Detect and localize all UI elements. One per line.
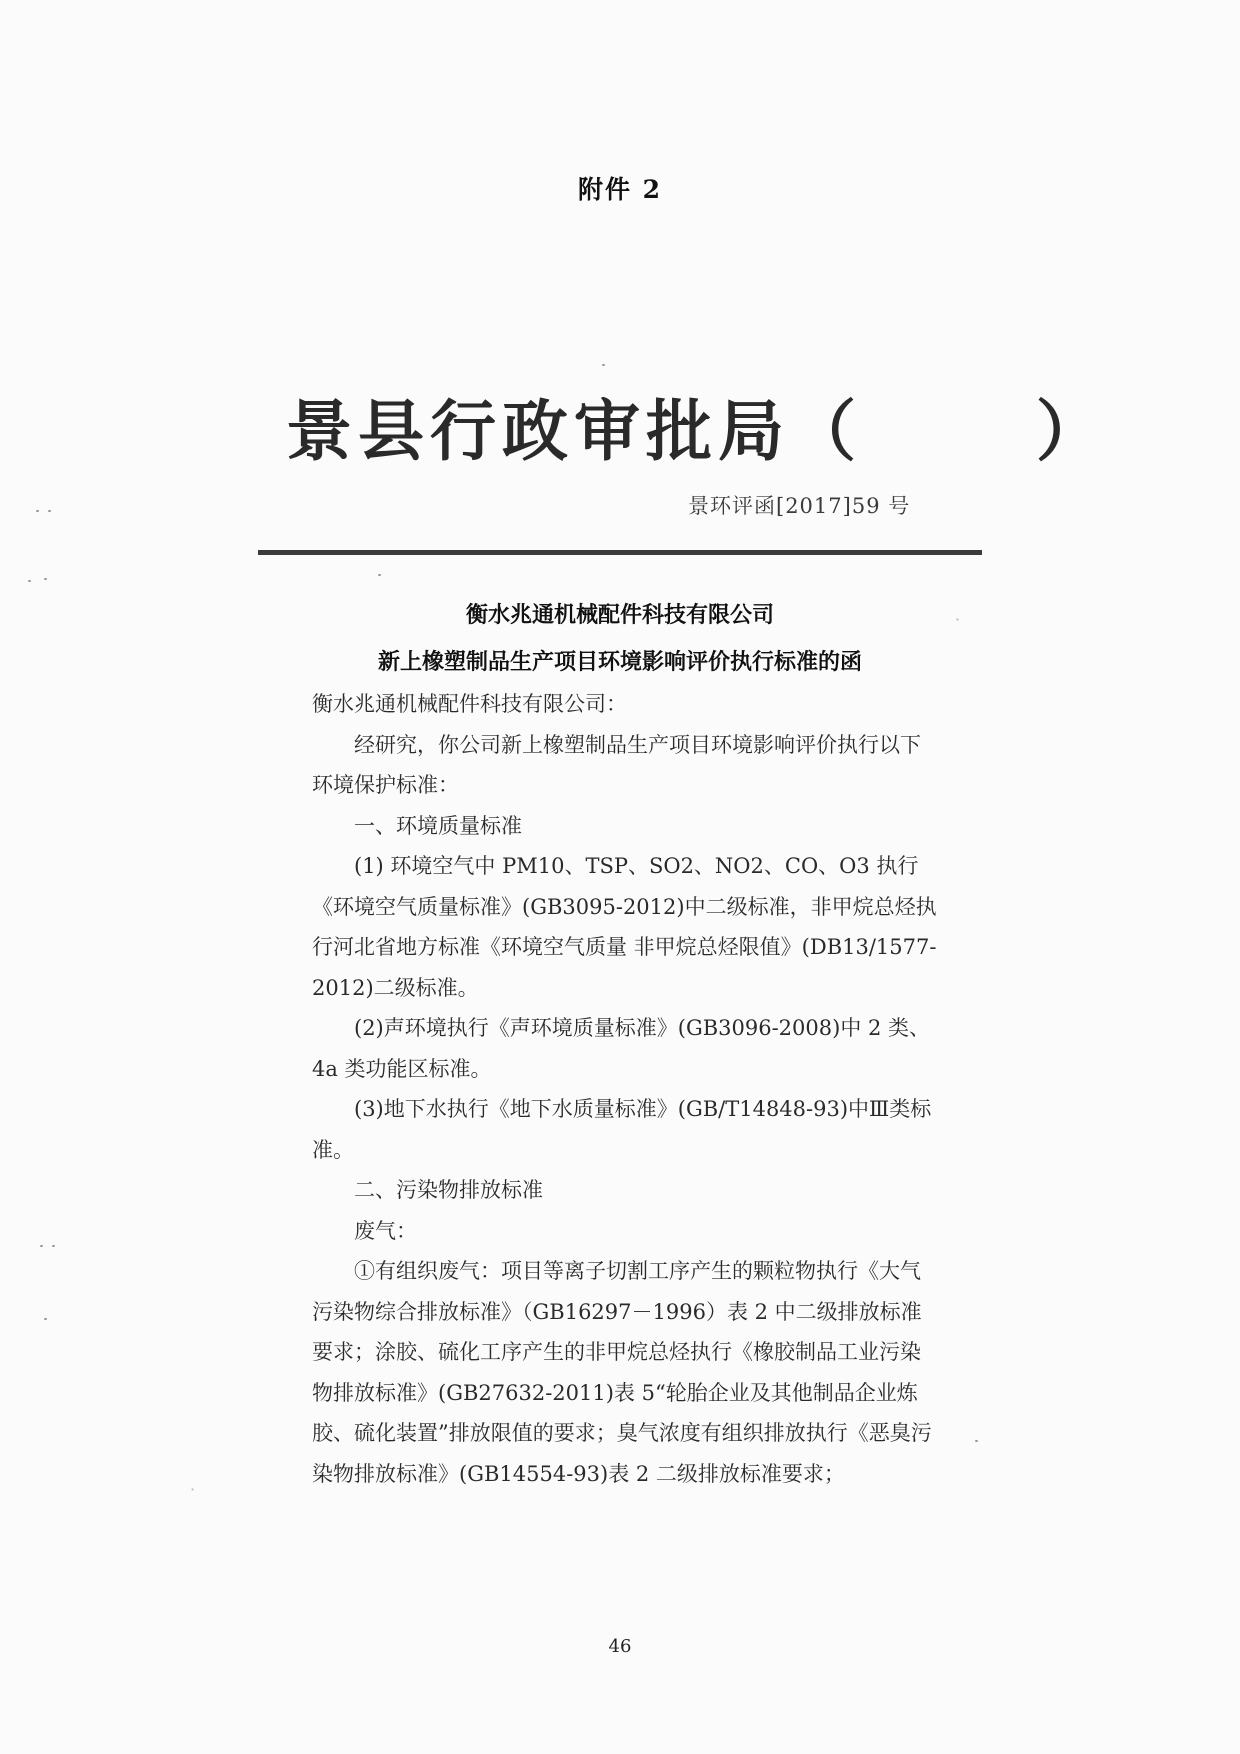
subheading-exhaust-gas: 废气： — [354, 1218, 417, 1243]
scan-speck — [48, 510, 51, 512]
scan-smudge: · — [955, 610, 961, 629]
letter-body — [312, 684, 940, 1494]
section-heading-emission: 二、污染物排放标准 — [354, 1178, 543, 1202]
scan-speck — [602, 364, 605, 366]
scan-speck — [52, 1245, 55, 1247]
paragraph-groundwater: (3)地下水执行《地下水质量标准》(GB/T14848-93)中Ⅲ类标准。 — [312, 1097, 932, 1162]
scan-speck — [44, 578, 47, 580]
scan-smudge: · — [190, 1480, 196, 1499]
scan-speck — [44, 1318, 47, 1320]
addressee: 衡水兆通机械配件科技有限公司： — [312, 692, 627, 716]
agency-letterhead: 景县行政审批局（ ） — [286, 392, 1108, 470]
section-heading-quality: 一、环境质量标准 — [354, 813, 522, 838]
paragraph-intro: 经研究，你公司新上橡塑制品生产项目环境影响评价执行以下环境保护标准： — [312, 732, 921, 797]
letterhead-divider — [258, 550, 982, 555]
scan-speck — [40, 1245, 43, 1247]
paragraph-organized-emission: ①有组织废气：项目等离子切割工序产生的颗粒物执行《大气污染物综合排放标准》（GB16297－1996）表 2 中二级排放标准要求；涂胶、硫化工序产生的非甲烷总烃执行《橡胶制品工业污染物排放标准》(GB27632-2011)表 5“轮胎企业及其他制品企业炼胶、硫化装置”排放限值的要求；臭气浓度有组织排放执行《恶臭污染物排放标准》(GB14554-93)表 2 二级排放标准要求； — [312, 1259, 932, 1486]
scan-speck — [975, 1440, 978, 1442]
paragraph-air-quality: (1) 环境空气中 PM10、TSP、SO2、NO2、CO、O3 执行《环境空气质量标准》(GB3095-2012)中二级标准，非甲烷总烃执行河北省地方标准《环境空气质量 非甲烷总烃限值》(DB13/1577-2012)二级标准。 — [312, 854, 937, 1000]
scan-speck — [28, 580, 31, 582]
scan-speck — [378, 574, 381, 576]
paragraph-noise: (2)声环境执行《声环境质量标准》(GB3096-2008)中 2 类、4a 类功能区标准。 — [312, 1016, 931, 1081]
page-number: 46 — [608, 1636, 632, 1657]
document-number: 景环评函[2017]59 号 — [688, 494, 911, 518]
title-subject: 新上橡塑制品生产项目环境影响评价执行标准的函 — [377, 649, 862, 675]
title-company: 衡水兆通机械配件科技有限公司 — [465, 602, 774, 628]
scan-speck — [36, 510, 39, 512]
attachment-label: 附件 2 — [577, 175, 663, 204]
